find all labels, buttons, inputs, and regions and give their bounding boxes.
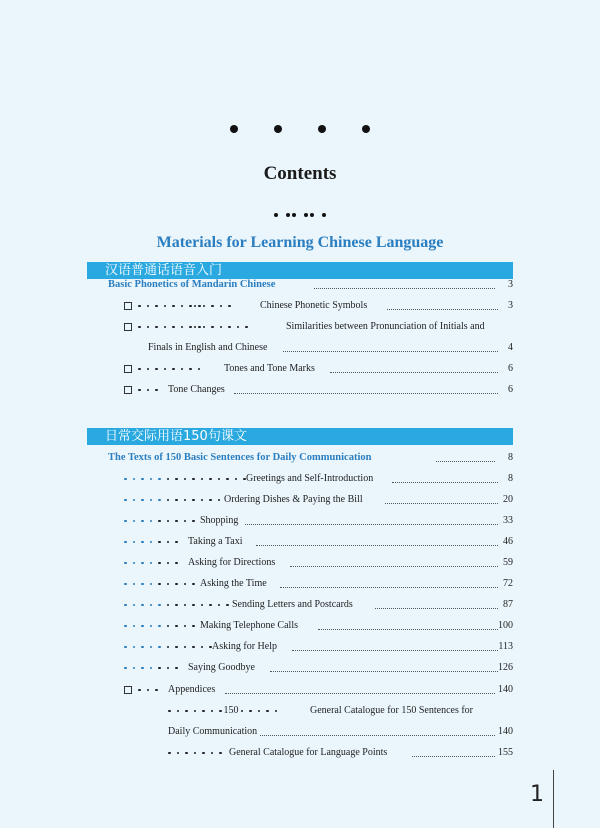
- page-ref: 140: [498, 684, 513, 695]
- toc-entry[interactable]: [0, 618, 600, 634]
- toc-entry[interactable]: [0, 745, 600, 761]
- page-ref: 3: [508, 300, 513, 311]
- entry-title-continued: Finals in English and Chinese: [148, 342, 268, 353]
- box-icon: [124, 386, 132, 394]
- dot-leader: [270, 671, 498, 672]
- dot-leader: [375, 608, 498, 609]
- page-ref: 3: [508, 279, 513, 290]
- dot-icon: [322, 213, 326, 217]
- dot-leader: [387, 309, 498, 310]
- entry-title: Sending Letters and Postcards: [232, 599, 353, 610]
- book-subtitle: Materials for Learning Chinese Language: [156, 234, 444, 251]
- page-ref: 6: [508, 384, 513, 395]
- entry-marker: [124, 660, 184, 676]
- entry-title: Shopping: [200, 515, 239, 526]
- dot-leader: [314, 288, 495, 289]
- toc-entry[interactable]: [0, 639, 600, 655]
- entry-title-continued: Daily Communication: [168, 726, 258, 737]
- toc-entry[interactable]: [0, 703, 600, 719]
- page-ref: 4: [508, 342, 513, 353]
- entry-title: Tones and Tone Marks: [224, 363, 315, 374]
- entry-marker: [124, 534, 184, 550]
- page-ref: 87: [503, 599, 513, 610]
- dot-leader: [283, 351, 498, 352]
- dot-leader: [260, 735, 495, 736]
- box-icon: [124, 686, 132, 694]
- toc-entry[interactable]: [0, 682, 600, 698]
- dot-icon: [318, 125, 326, 133]
- toc-entry[interactable]: [0, 660, 600, 676]
- entry-title: Asking for Help: [212, 641, 277, 652]
- margin-rule: [553, 770, 554, 828]
- dot-icon: [286, 213, 290, 217]
- dot-leader: [280, 587, 498, 588]
- dot-leader: [225, 693, 495, 694]
- entry-title: Making Telephone Calls: [200, 620, 298, 631]
- page-ref: 46: [503, 536, 513, 547]
- entry-title: Greetings and Self-Introduction: [246, 473, 374, 484]
- dot-leader: [318, 629, 498, 630]
- entry-title: General Catalogue for 150 Sentences for: [310, 705, 473, 716]
- dot-leader: [412, 756, 495, 757]
- toc-entry-continuation[interactable]: [0, 340, 600, 356]
- dot-leader: [234, 393, 498, 394]
- box-icon: [124, 323, 132, 331]
- section-bar: 汉语普通话语音入门: [87, 262, 513, 279]
- page-ref: 33: [503, 515, 513, 526]
- entry-marker: [124, 361, 206, 377]
- entry-marker: [124, 471, 252, 487]
- toc-section-heading[interactable]: [0, 277, 600, 293]
- page-ref: 59: [503, 557, 513, 568]
- toc-entry[interactable]: [0, 492, 600, 508]
- page-ref: 72: [503, 578, 513, 589]
- box-icon: [124, 365, 132, 373]
- toc-entry[interactable]: [0, 555, 600, 571]
- toc-entry-continuation[interactable]: [0, 724, 600, 740]
- toc-entry[interactable]: [0, 471, 600, 487]
- decorative-dots-mid: [0, 213, 600, 217]
- dot-icon: [292, 213, 296, 217]
- page-ref: 155: [498, 747, 513, 758]
- entry-marker: [124, 618, 201, 634]
- entry-title: Similarities between Pronunciation of Initials and: [286, 321, 485, 332]
- dot-icon: [274, 213, 278, 217]
- dot-leader: [256, 545, 498, 546]
- entry-marker: [124, 639, 218, 655]
- box-icon: [124, 302, 132, 310]
- page-ref: 113: [498, 641, 513, 652]
- toc-entry[interactable]: [0, 597, 600, 613]
- section-heading: Basic Phonetics of Mandarin Chinese: [108, 279, 276, 290]
- entry-title: Chinese Phonetic Symbols: [260, 300, 368, 311]
- page-ref: 140: [498, 726, 513, 737]
- dot-leader: [292, 650, 498, 651]
- entry-marker: [124, 555, 184, 571]
- toc-entry[interactable]: [0, 382, 600, 398]
- entry-marker: [124, 298, 237, 314]
- entry-marker: [124, 513, 201, 529]
- section-heading: The Texts of 150 Basic Sentences for Daily Communication: [108, 452, 372, 463]
- page-number: 1: [530, 782, 544, 807]
- entry-marker: [124, 492, 226, 508]
- toc-entry[interactable]: [0, 576, 600, 592]
- dot-icon: [304, 213, 308, 217]
- entry-marker: [124, 597, 235, 613]
- toc-entry[interactable]: [0, 513, 600, 529]
- page-ref: 8: [508, 473, 513, 484]
- entry-title: Ordering Dishes & Paying the Bill: [224, 494, 363, 505]
- entry-marker: [124, 682, 164, 698]
- dot-icon: [362, 125, 370, 133]
- entry-title: Tone Changes: [168, 384, 225, 395]
- dot-icon: [230, 125, 238, 133]
- dot-leader: [436, 461, 495, 462]
- dot-leader: [290, 566, 498, 567]
- toc-entry[interactable]: [0, 319, 600, 335]
- entry-marker: [124, 576, 201, 592]
- page-ref: 6: [508, 363, 513, 374]
- entry-marker: [124, 319, 254, 335]
- entry-title: General Catalogue for Language Points: [229, 747, 388, 758]
- dot-leader: [385, 503, 498, 504]
- dot-leader: [245, 524, 498, 525]
- toc-section-heading[interactable]: [0, 450, 600, 466]
- entry-marker: [168, 745, 228, 761]
- toc-entry[interactable]: [0, 534, 600, 550]
- toc-entry[interactable]: [0, 298, 600, 314]
- page-ref: 126: [498, 662, 513, 673]
- entry-marker: [168, 703, 283, 719]
- section-bar: 日常交际用语150句课文: [87, 428, 513, 445]
- dot-icon: [274, 125, 282, 133]
- dot-leader: [392, 482, 498, 483]
- page-title: Contents: [263, 163, 337, 184]
- dot-leader: [330, 372, 498, 373]
- page-ref: 8: [508, 452, 513, 463]
- decorative-dots-top: [0, 125, 600, 133]
- page-ref: 100: [498, 620, 513, 631]
- page-ref: 20: [503, 494, 513, 505]
- entry-title: Saying Goodbye: [188, 662, 255, 673]
- entry-marker-number: 150: [223, 705, 239, 716]
- entry-title: Asking the Time: [200, 578, 267, 589]
- entry-title: Appendices: [168, 684, 216, 695]
- entry-title: Asking for Directions: [188, 557, 276, 568]
- entry-marker: [124, 382, 164, 398]
- toc-entry[interactable]: [0, 361, 600, 377]
- dot-icon: [310, 213, 314, 217]
- entry-title: Taking a Taxi: [188, 536, 243, 547]
